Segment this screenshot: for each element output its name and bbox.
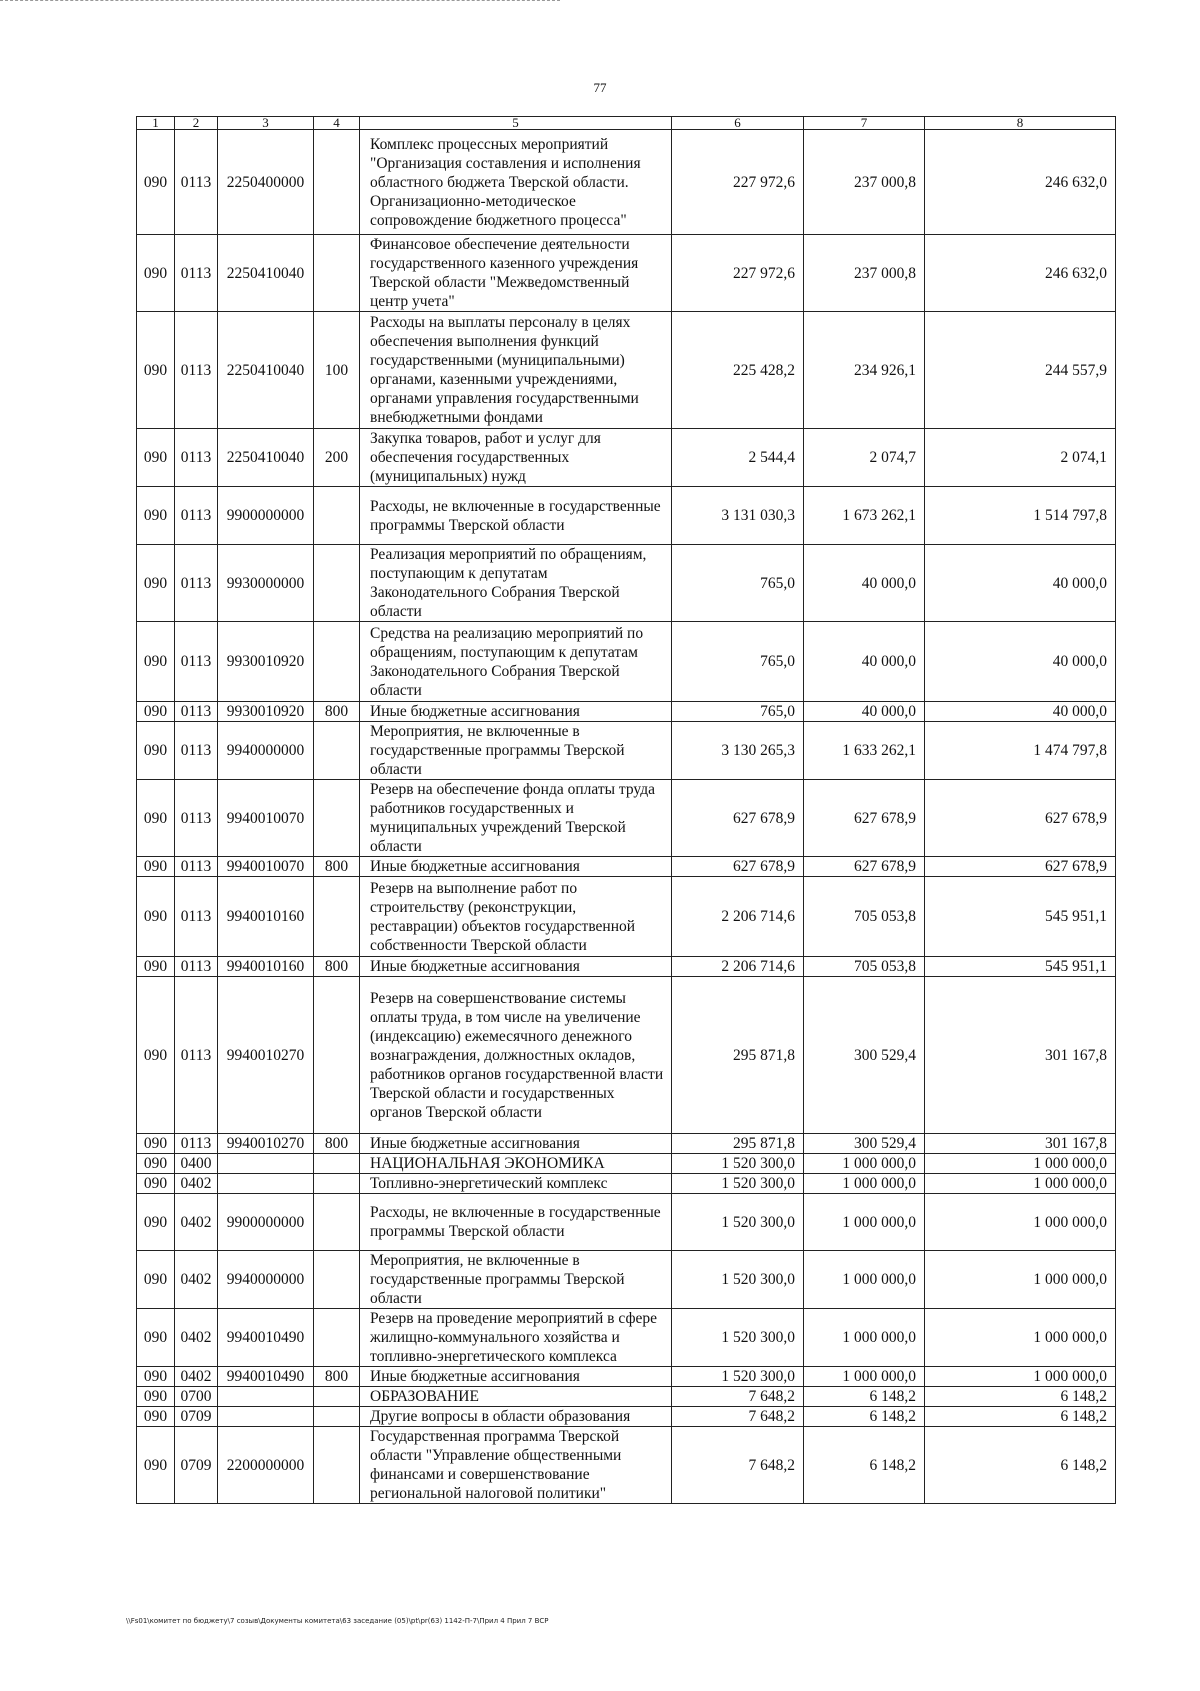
amount-year3: 244 557,9	[925, 312, 1116, 429]
table-row	[137, 702, 1116, 722]
item-name: НАЦИОНАЛЬНАЯ ЭКОНОМИКА	[360, 1154, 672, 1174]
amount-year3: 1 000 000,0	[925, 1251, 1116, 1309]
amount-year2: 300 529,4	[804, 1134, 925, 1154]
expense-type-code	[314, 1427, 360, 1504]
column-number: 7	[804, 117, 925, 130]
expense-type-code	[314, 487, 360, 545]
admin-code: 090	[137, 1134, 175, 1154]
section-code: 0113	[175, 977, 218, 1134]
target-article-code: 2250400000	[218, 130, 314, 235]
amount-year3: 40 000,0	[925, 622, 1116, 702]
amount-year3: 301 167,8	[925, 977, 1116, 1134]
admin-code: 090	[137, 487, 175, 545]
section-code: 0113	[175, 235, 218, 312]
column-number: 1	[137, 117, 175, 130]
item-name: Другие вопросы в области образования	[360, 1407, 672, 1427]
amount-year2: 627 678,9	[804, 857, 925, 877]
amount-year1: 765,0	[672, 702, 804, 722]
table-row	[137, 1174, 1116, 1194]
table-row	[137, 130, 1116, 235]
admin-code: 090	[137, 702, 175, 722]
table-row	[137, 722, 1116, 780]
amount-year2: 1 633 262,1	[804, 722, 925, 780]
item-name: Реализация мероприятий по обращениям, поступающим к депутатам Законодательного Собрания Тверской области	[360, 545, 672, 622]
section-code: 0113	[175, 702, 218, 722]
table-row	[137, 780, 1116, 857]
amount-year3: 1 000 000,0	[925, 1367, 1116, 1387]
amount-year2: 1 000 000,0	[804, 1174, 925, 1194]
section-code: 0402	[175, 1174, 218, 1194]
section-code: 0113	[175, 130, 218, 235]
amount-year2: 6 148,2	[804, 1387, 925, 1407]
amount-year3: 1 000 000,0	[925, 1309, 1116, 1367]
section-code: 0113	[175, 780, 218, 857]
section-code: 0113	[175, 429, 218, 487]
section-code: 0402	[175, 1251, 218, 1309]
section-code: 0113	[175, 957, 218, 977]
item-name: Государственная программа Тверской области "Управление общественными финансами и совершенствование региональной налоговой политики"	[360, 1427, 672, 1504]
admin-code: 090	[137, 1309, 175, 1367]
admin-code: 090	[137, 312, 175, 429]
expense-type-code	[314, 622, 360, 702]
table-row	[137, 1427, 1116, 1504]
amount-year1: 227 972,6	[672, 235, 804, 312]
expense-type-code	[314, 1194, 360, 1251]
admin-code: 090	[137, 857, 175, 877]
table-row	[137, 877, 1116, 957]
expense-type-code	[314, 235, 360, 312]
amount-year2: 6 148,2	[804, 1407, 925, 1427]
column-number-row	[137, 117, 1116, 130]
amount-year2: 1 000 000,0	[804, 1367, 925, 1387]
amount-year1: 1 520 300,0	[672, 1174, 804, 1194]
column-number: 3	[218, 117, 314, 130]
expense-type-code	[314, 780, 360, 857]
item-name: Расходы, не включенные в государственные программы Тверской области	[360, 1194, 672, 1251]
amount-year3: 545 951,1	[925, 957, 1116, 977]
expense-type-code	[314, 130, 360, 235]
amount-year2: 237 000,8	[804, 235, 925, 312]
target-article-code: 9940010490	[218, 1367, 314, 1387]
amount-year1: 627 678,9	[672, 857, 804, 877]
section-code: 0113	[175, 722, 218, 780]
amount-year3: 627 678,9	[925, 857, 1116, 877]
amount-year1: 225 428,2	[672, 312, 804, 429]
amount-year2: 234 926,1	[804, 312, 925, 429]
column-number: 5	[360, 117, 672, 130]
table-row	[137, 235, 1116, 312]
target-article-code: 9940010160	[218, 957, 314, 977]
admin-code: 090	[137, 957, 175, 977]
section-code: 0400	[175, 1154, 218, 1174]
admin-code: 090	[137, 877, 175, 957]
amount-year2: 1 000 000,0	[804, 1194, 925, 1251]
expense-type-code	[314, 877, 360, 957]
amount-year1: 295 871,8	[672, 977, 804, 1134]
amount-year2: 6 148,2	[804, 1427, 925, 1504]
admin-code: 090	[137, 622, 175, 702]
section-code: 0113	[175, 312, 218, 429]
amount-year3: 627 678,9	[925, 780, 1116, 857]
table-row	[137, 622, 1116, 702]
amount-year2: 705 053,8	[804, 957, 925, 977]
item-name: Резерв на совершенствование системы оплаты труда, в том числе на увеличение (индексацию) ежемесячного денежного вознаграждения, должностных окладов, работников органов государственной власти Тверской области и государственных органов Тверской области	[360, 977, 672, 1134]
item-name: Мероприятия, не включенные в государственные программы Тверской области	[360, 1251, 672, 1309]
target-article-code: 9940010070	[218, 780, 314, 857]
amount-year3: 6 148,2	[925, 1427, 1116, 1504]
amount-year1: 7 648,2	[672, 1427, 804, 1504]
target-article-code: 9900000000	[218, 487, 314, 545]
column-number: 6	[672, 117, 804, 130]
admin-code: 090	[137, 1154, 175, 1174]
table-row	[137, 1194, 1116, 1251]
expense-type-code	[314, 1174, 360, 1194]
target-article-code: 9930010920	[218, 622, 314, 702]
amount-year3: 1 474 797,8	[925, 722, 1116, 780]
amount-year3: 246 632,0	[925, 235, 1116, 312]
amount-year3: 40 000,0	[925, 702, 1116, 722]
amount-year3: 40 000,0	[925, 545, 1116, 622]
amount-year1: 1 520 300,0	[672, 1154, 804, 1174]
section-code: 0113	[175, 622, 218, 702]
section-code: 0709	[175, 1427, 218, 1504]
amount-year2: 1 673 262,1	[804, 487, 925, 545]
amount-year2: 300 529,4	[804, 977, 925, 1134]
amount-year1: 2 206 714,6	[672, 957, 804, 977]
scan-top-edge	[0, 0, 560, 1]
amount-year2: 2 074,7	[804, 429, 925, 487]
amount-year1: 7 648,2	[672, 1407, 804, 1427]
expense-type-code: 800	[314, 1134, 360, 1154]
admin-code: 090	[137, 429, 175, 487]
amount-year3: 6 148,2	[925, 1387, 1116, 1407]
item-name: ОБРАЗОВАНИЕ	[360, 1387, 672, 1407]
table-row	[137, 977, 1116, 1134]
target-article-code: 9930000000	[218, 545, 314, 622]
amount-year2: 1 000 000,0	[804, 1309, 925, 1367]
expense-type-code: 800	[314, 857, 360, 877]
table-row	[137, 429, 1116, 487]
amount-year3: 1 000 000,0	[925, 1174, 1116, 1194]
admin-code: 090	[137, 1407, 175, 1427]
table-row	[137, 1407, 1116, 1427]
target-article-code	[218, 1154, 314, 1174]
admin-code: 090	[137, 1427, 175, 1504]
item-name: Иные бюджетные ассигнования	[360, 1134, 672, 1154]
target-article-code: 9940000000	[218, 1251, 314, 1309]
amount-year1: 3 131 030,3	[672, 487, 804, 545]
target-article-code: 9940010270	[218, 1134, 314, 1154]
expense-type-code	[314, 1387, 360, 1407]
target-article-code: 9940010070	[218, 857, 314, 877]
section-code: 0709	[175, 1407, 218, 1427]
admin-code: 090	[137, 1174, 175, 1194]
section-code: 0402	[175, 1309, 218, 1367]
amount-year1: 3 130 265,3	[672, 722, 804, 780]
target-article-code: 9930010920	[218, 702, 314, 722]
target-article-code: 2200000000	[218, 1427, 314, 1504]
amount-year3: 1 000 000,0	[925, 1194, 1116, 1251]
expense-type-code: 800	[314, 957, 360, 977]
expense-type-code	[314, 977, 360, 1134]
amount-year1: 627 678,9	[672, 780, 804, 857]
file-path-footer: \\Fs01\комитет по бюджету\7 созыв\Документы комитета\63 заседание (05)\pt\pr(63) 1142-П-7\Прил 4 Прил 7 ВСР	[126, 1617, 549, 1625]
amount-year2: 237 000,8	[804, 130, 925, 235]
item-name: Иные бюджетные ассигнования	[360, 857, 672, 877]
section-code: 0700	[175, 1387, 218, 1407]
amount-year2: 40 000,0	[804, 702, 925, 722]
table-row	[137, 1367, 1116, 1387]
amount-year1: 765,0	[672, 545, 804, 622]
item-name: Иные бюджетные ассигнования	[360, 702, 672, 722]
expense-type-code	[314, 1309, 360, 1367]
item-name: Мероприятия, не включенные в государственные программы Тверской области	[360, 722, 672, 780]
target-article-code: 9940010490	[218, 1309, 314, 1367]
admin-code: 090	[137, 722, 175, 780]
amount-year2: 1 000 000,0	[804, 1154, 925, 1174]
column-number: 2	[175, 117, 218, 130]
table-row	[137, 545, 1116, 622]
amount-year1: 2 544,4	[672, 429, 804, 487]
item-name: Иные бюджетные ассигнования	[360, 957, 672, 977]
item-name: Иные бюджетные ассигнования	[360, 1367, 672, 1387]
admin-code: 090	[137, 235, 175, 312]
amount-year1: 295 871,8	[672, 1134, 804, 1154]
amount-year1: 1 520 300,0	[672, 1251, 804, 1309]
item-name: Резерв на проведение мероприятий в сфере жилищно-коммунального хозяйства и топливно-энергетического комплекса	[360, 1309, 672, 1367]
expense-type-code	[314, 1251, 360, 1309]
section-code: 0113	[175, 857, 218, 877]
expense-type-code: 200	[314, 429, 360, 487]
table-row	[137, 1309, 1116, 1367]
amount-year1: 1 520 300,0	[672, 1309, 804, 1367]
table-row	[137, 1154, 1116, 1174]
section-code: 0113	[175, 487, 218, 545]
admin-code: 090	[137, 1367, 175, 1387]
admin-code: 090	[137, 780, 175, 857]
amount-year2: 705 053,8	[804, 877, 925, 957]
table-row	[137, 487, 1116, 545]
item-name: Средства на реализацию мероприятий по обращениям, поступающим к депутатам Законодательного Собрания Тверской области	[360, 622, 672, 702]
column-number: 8	[925, 117, 1116, 130]
amount-year1: 765,0	[672, 622, 804, 702]
target-article-code: 9940010270	[218, 977, 314, 1134]
item-name: Закупка товаров, работ и услуг для обеспечения государственных (муниципальных) нужд	[360, 429, 672, 487]
expense-type-code	[314, 545, 360, 622]
expense-type-code	[314, 1154, 360, 1174]
table-row	[137, 957, 1116, 977]
amount-year1: 7 648,2	[672, 1387, 804, 1407]
amount-year1: 1 520 300,0	[672, 1194, 804, 1251]
section-code: 0113	[175, 1134, 218, 1154]
item-name: Резерв на обеспечение фонда оплаты труда работников государственных и муниципальных учреждений Тверской области	[360, 780, 672, 857]
amount-year2: 40 000,0	[804, 622, 925, 702]
item-name: Топливно-энергетический комплекс	[360, 1174, 672, 1194]
amount-year1: 227 972,6	[672, 130, 804, 235]
section-code: 0113	[175, 877, 218, 957]
item-name: Финансовое обеспечение деятельности государственного казенного учреждения Тверской области "Межведомственный центр учета"	[360, 235, 672, 312]
item-name: Расходы на выплаты персоналу в целях обеспечения выполнения функций государственными (муниципальными) органами, казенными учреждениями, органами управления государственными внебюджетными фондами	[360, 312, 672, 429]
table-row	[137, 1251, 1116, 1309]
page-number: 77	[593, 80, 607, 95]
section-code: 0113	[175, 545, 218, 622]
target-article-code	[218, 1407, 314, 1427]
admin-code: 090	[137, 1387, 175, 1407]
item-name: Комплекс процессных мероприятий "Организация составления и исполнения областного бюджета Тверской области. Организационно-методическое сопровождение бюджетного процесса"	[360, 130, 672, 235]
table-row	[137, 857, 1116, 877]
column-number: 4	[314, 117, 360, 130]
expense-type-code: 100	[314, 312, 360, 429]
expense-type-code: 800	[314, 1367, 360, 1387]
admin-code: 090	[137, 1194, 175, 1251]
item-name: Резерв на выполнение работ по строительству (реконструкции, реставрации) объектов государственной собственности Тверской области	[360, 877, 672, 957]
section-code: 0402	[175, 1367, 218, 1387]
target-article-code: 9940000000	[218, 722, 314, 780]
amount-year3: 246 632,0	[925, 130, 1116, 235]
admin-code: 090	[137, 130, 175, 235]
table-row	[137, 1387, 1116, 1407]
amount-year2: 40 000,0	[804, 545, 925, 622]
amount-year3: 1 000 000,0	[925, 1154, 1116, 1174]
item-name: Расходы, не включенные в государственные программы Тверской области	[360, 487, 672, 545]
target-article-code	[218, 1387, 314, 1407]
section-code: 0402	[175, 1194, 218, 1251]
amount-year3: 301 167,8	[925, 1134, 1116, 1154]
amount-year3: 545 951,1	[925, 877, 1116, 957]
expense-type-code: 800	[314, 702, 360, 722]
amount-year3: 2 074,1	[925, 429, 1116, 487]
amount-year1: 2 206 714,6	[672, 877, 804, 957]
table-row	[137, 1134, 1116, 1154]
admin-code: 090	[137, 545, 175, 622]
amount-year1: 1 520 300,0	[672, 1367, 804, 1387]
expense-type-code	[314, 1407, 360, 1427]
target-article-code: 9900000000	[218, 1194, 314, 1251]
target-article-code: 2250410040	[218, 312, 314, 429]
expense-type-code	[314, 722, 360, 780]
budget-table	[136, 116, 1116, 1504]
amount-year3: 1 514 797,8	[925, 487, 1116, 545]
amount-year2: 1 000 000,0	[804, 1251, 925, 1309]
amount-year2: 627 678,9	[804, 780, 925, 857]
table-row	[137, 312, 1116, 429]
admin-code: 090	[137, 977, 175, 1134]
target-article-code: 2250410040	[218, 429, 314, 487]
target-article-code	[218, 1174, 314, 1194]
amount-year3: 6 148,2	[925, 1407, 1116, 1427]
target-article-code: 2250410040	[218, 235, 314, 312]
target-article-code: 9940010160	[218, 877, 314, 957]
admin-code: 090	[137, 1251, 175, 1309]
